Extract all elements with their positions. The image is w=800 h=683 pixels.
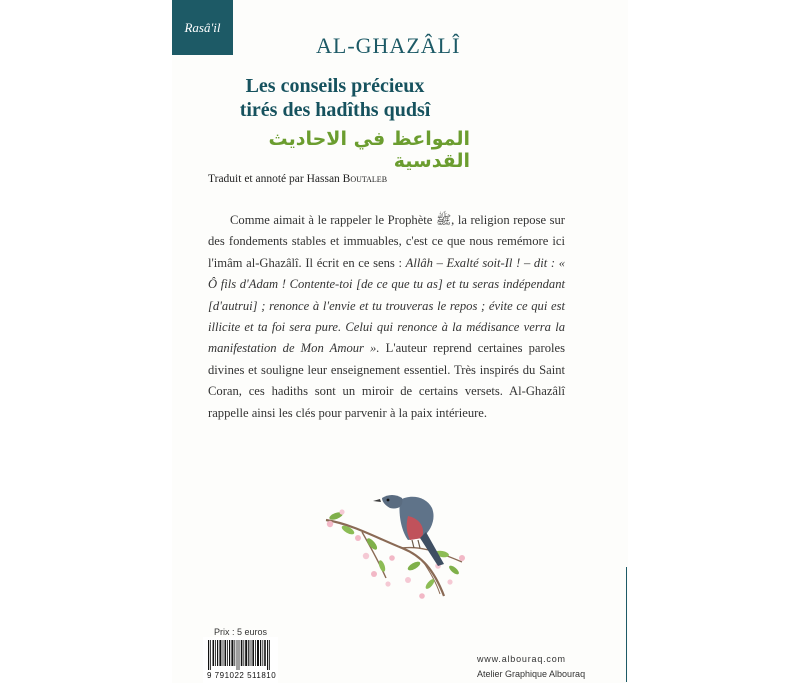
title-line-1: Les conseils précieux: [245, 75, 425, 97]
author-name: AL-GHAZÂLÎ: [316, 33, 461, 58]
series-tab: [172, 0, 233, 55]
isbn-digits: 9 791022 511810: [207, 671, 277, 680]
publisher-website[interactable]: www.albouraq.com: [477, 654, 566, 664]
series-label: Rasâ'il: [184, 19, 221, 35]
translator-surname: Boutaleb: [342, 173, 388, 185]
back-cover-blurb: [208, 210, 565, 424]
price-label: Prix : 5 euros: [214, 627, 268, 637]
arabic-title: المواعظ في الاحاديث القدسية: [268, 128, 470, 172]
blurb-conclusion: L'auteur reprend certaines paroles divines et souligne leur enseignement essentiel. Très inspirés du Saint Coran, ces hadiths sont un miroir de certains versets. Al-Ghazâlî rappelle ainsi les clés pour parvenir à la paix intérieure.: [208, 341, 565, 420]
publisher-atelier: Atelier Graphique Albouraq: [477, 669, 586, 679]
translator-credit: [208, 173, 387, 185]
title-line-2: tirés des hadîths qudsî: [239, 99, 431, 121]
bird-on-blossom-branch-icon: [322, 486, 472, 606]
blurb-quote: Allâh – Exalté soit-Il ! – dit : « Ô fils d'Adam ! Contente-toi [de ce que tu as] et tu seras indépendant [d'autrui] ; renonce à l'envie et tu trouveras le repos ; évite ce qui est illicite et ta foi sera pure. Celui qui renonce à la médisance verra la manifestation de Mon Amour ».: [208, 255, 565, 356]
blurb-intro: Comme aimait à le rappeler le Prophète ﷺ, la religion repose sur des fondements stables et immuables, c'est ce que nous remémore ici l'imâm al-Ghazâlî. Il écrit en ce sens :: [208, 213, 565, 270]
credit-prefix: Traduit et annoté par Hassan: [208, 173, 343, 185]
spine-edge-line: [626, 567, 627, 682]
book-title: [205, 74, 465, 122]
